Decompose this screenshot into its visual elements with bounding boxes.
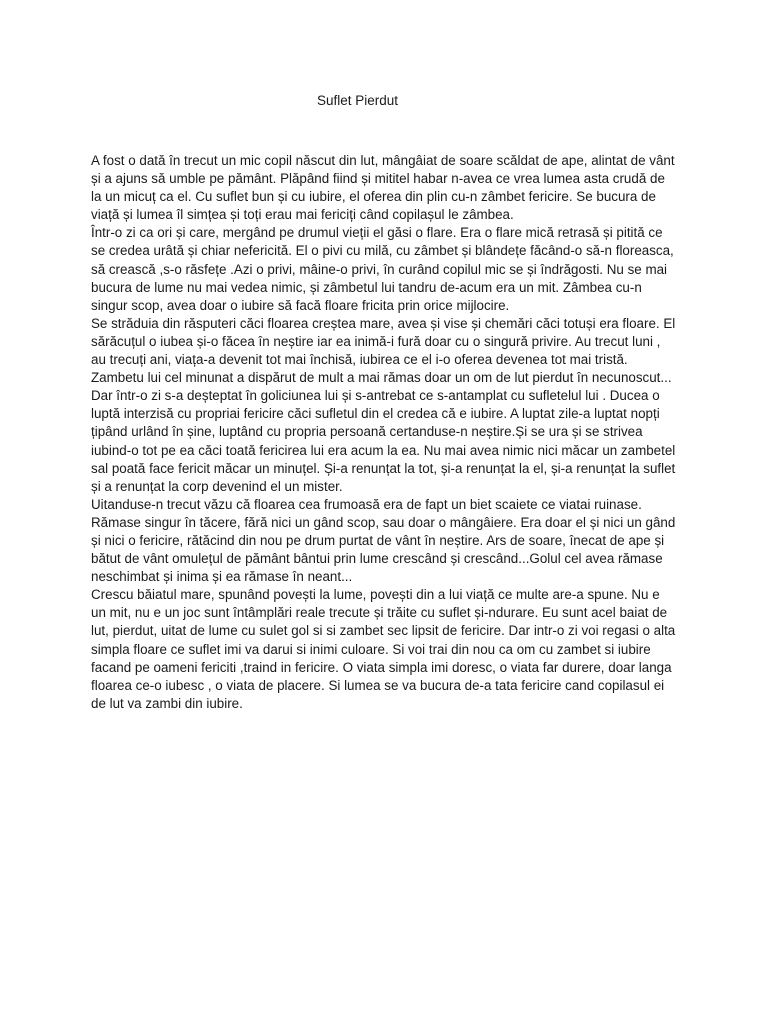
paragraph-2: Într-o zi ca ori și care, mergând pe drumul vieții el găsi o flare. Era o flare mică retrasă și pitită ce se credea urâtă și chiar nefericită. El o pivi cu milă, cu zâmbet și blândețe făcând-o să-n floreasca, să crească ,s-o răsfețe .Azi o privi, mâine-o privi, în curând copilul mic se și îndrăgosti. Nu se mai bucura de lume nu mai vedea nimic, și zâmbetul lui tandru de-acum era un mit. Zâmbea cu-n singur scop, avea doar o iubire să facă floare fricita prin orice mijlocire. (91, 225, 674, 313)
document-title: Suflet Pierdut (317, 93, 399, 108)
document-body (91, 152, 676, 713)
paragraph-5: Uitanduse-n trecut văzu că floarea cea frumoasă era de fapt un biet scaiete ce viatai ruinase. Rămase singur în tăcere, fără nici un gând scop, sau doar o mângâiere. Era doar el și nici un gând și nici o fericire, rătăcind din nou pe drum purtat de vânt în neștire. Ars de soare, înecat de ape și bătut de vânt omulețul de pământ bântui prin lume crescând și crescând...Golul cel avea rămase neschimbat și inima și ea rămase în neant... (91, 496, 676, 585)
paragraph-4: Dar într-o zi s-a deșteptat în goliciunea lui și s-antrebat ce s-antamplat cu sufletelul lui . Ducea o luptă interzisă cu propriai fericire căci sufletul din el credea că e iubire. A luptat zile-a luptat nopți țipând urlând în șine, luptând cu propria persoană certanduse-n neștire.Și se ura și se strivea iubind-o tot pe ea căci toată fericirea lui era acum la ea. Nu mai avea nimic nici măcar un zambetel sal poată face fericit măcar un minuțel. Și-a renunțat la tot, și-a renunțat la el, și-a renunțat la suflet și a renunțat la corp devenind el un mister. (91, 388, 676, 494)
paragraph-1: A fost o dată în trecut un mic copil născut din lut, mângâiat de soare scăldat de ape, alintat de vânt și a ajuns să umble pe pământ. Plăpând fiind și mititel habar n-avea ce vrea lumea asta crudă de la un micuț ca el. Cu suflet bun și cu iubire, el oferea din plin cu-n zâmbet fericire. Se bucura de viață și lumea îl simțea și toți erau mai fericiți când copilașul le zâmbea. (91, 153, 675, 223)
paragraph-6: Crescu băiatul mare, spunând povești la lume, povești din a lui viață ce multe are-a spune. Nu e un mit, nu e un joc sunt întâmplări reale trecute și trăite cu suflet și-ndurare. Eu sunt acel baiat de lut, pierdut, uitat de lume cu sulet gol si si zambet sec lipsit de fericire. Dar intr-o zi voi regasi o alta simpla floare ce suflet imi va darui si inimi culoare. Si voi trai din nou ca om cu zambet si iubire facand pe oameni fericiti ,traind in fericire. O viata simpla imi doresc, o viata far durere, doar langa floarea ce-o iubesc , o viata de placere. Si lumea se va bucura de-a tata fericire cand copilasul ei de lut va zambi din iubire. (91, 587, 676, 711)
paragraph-3: Se străduia din răsputeri căci floarea creștea mare, avea și vise și chemări căci totuși era floare. El sărăcuțul o iubea și-o făcea în neștire iar ea inimă-i fură doar cu o singură privire. Au trecut luni , au trecuți ani, viața-a devenit tot mai închisă, iubirea ce el i-o oferea devenea tot mai tristă. Zambetu lui cel minunat a dispărut de mult a mai rămas doar un om de lut pierdut în necunoscut... (91, 315, 676, 386)
